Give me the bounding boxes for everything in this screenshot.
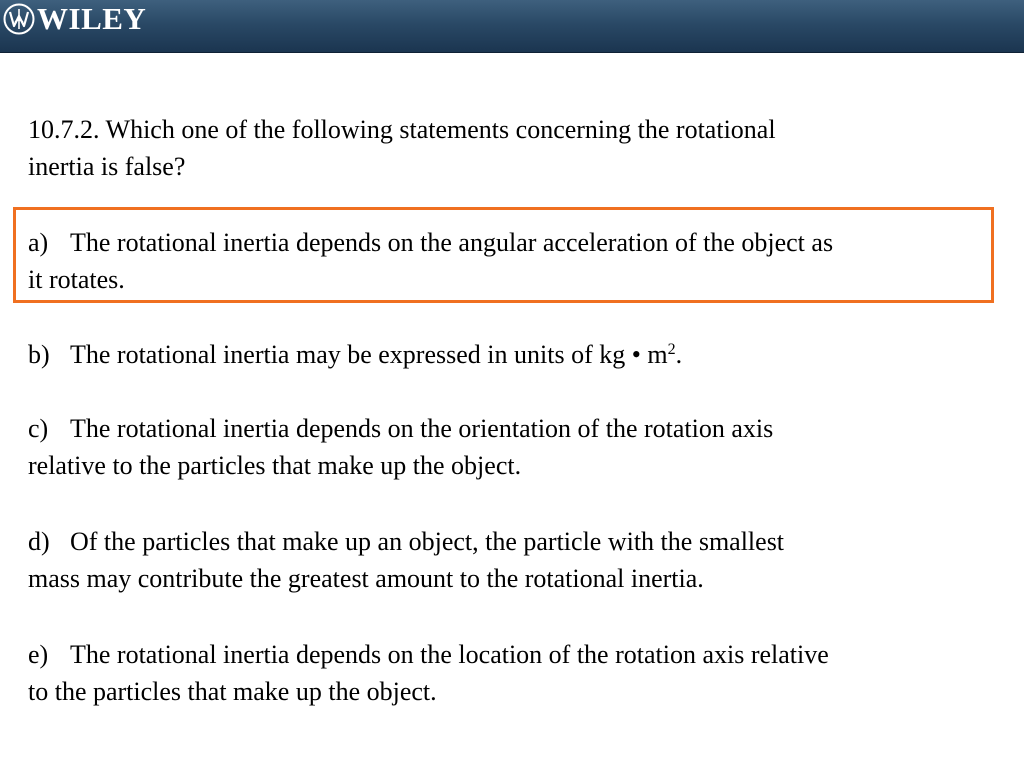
option-e-text-2: to the particles that make up the object. [28, 677, 437, 706]
option-d-line-1 [28, 523, 1024, 560]
option-c-text-2: relative to the particles that make up the object. [28, 451, 522, 480]
option-d-label: d) [28, 527, 50, 556]
option-c-line-1 [28, 410, 1024, 447]
option-b-label: b) [28, 340, 50, 369]
option-a [28, 224, 1024, 298]
option-b-text-1: The rotational inertia may be expressed in units of kg • m [70, 340, 668, 369]
option-e-text-1: The rotational inertia depends on the location of the rotation axis relative [70, 640, 829, 669]
option-b [28, 336, 1024, 373]
option-b-superscript: 2 [667, 341, 676, 358]
option-c [28, 410, 1024, 484]
option-a-text-1: The rotational inertia depends on the angular acceleration of the object as [70, 228, 834, 257]
option-a-text-2: it rotates. [28, 265, 125, 294]
question-line-2: inertia is false? [28, 152, 186, 181]
option-e-line-1 [28, 636, 1024, 673]
option-e [28, 636, 1024, 710]
option-d-text-2: mass may contribute the greatest amount to the rotational inertia. [28, 564, 704, 593]
option-d-text-1: Of the particles that make up an object, the particle with the smallest [70, 527, 785, 556]
option-c-label: c) [28, 414, 49, 443]
option-c-text-1: The rotational inertia depends on the orientation of the rotation axis [70, 414, 774, 443]
option-a-label: a) [28, 228, 49, 257]
option-e-label: e) [28, 640, 49, 669]
option-d [28, 523, 1024, 597]
wiley-logo-text: WILEY [37, 1, 147, 36]
option-a-line-1 [28, 224, 1024, 261]
option-b-line-1 [28, 336, 1024, 373]
question-line-1: 10.7.2. Which one of the following statements concerning the rotational [28, 115, 776, 144]
question-text [28, 111, 1024, 185]
option-b-text-end: . [675, 340, 683, 369]
